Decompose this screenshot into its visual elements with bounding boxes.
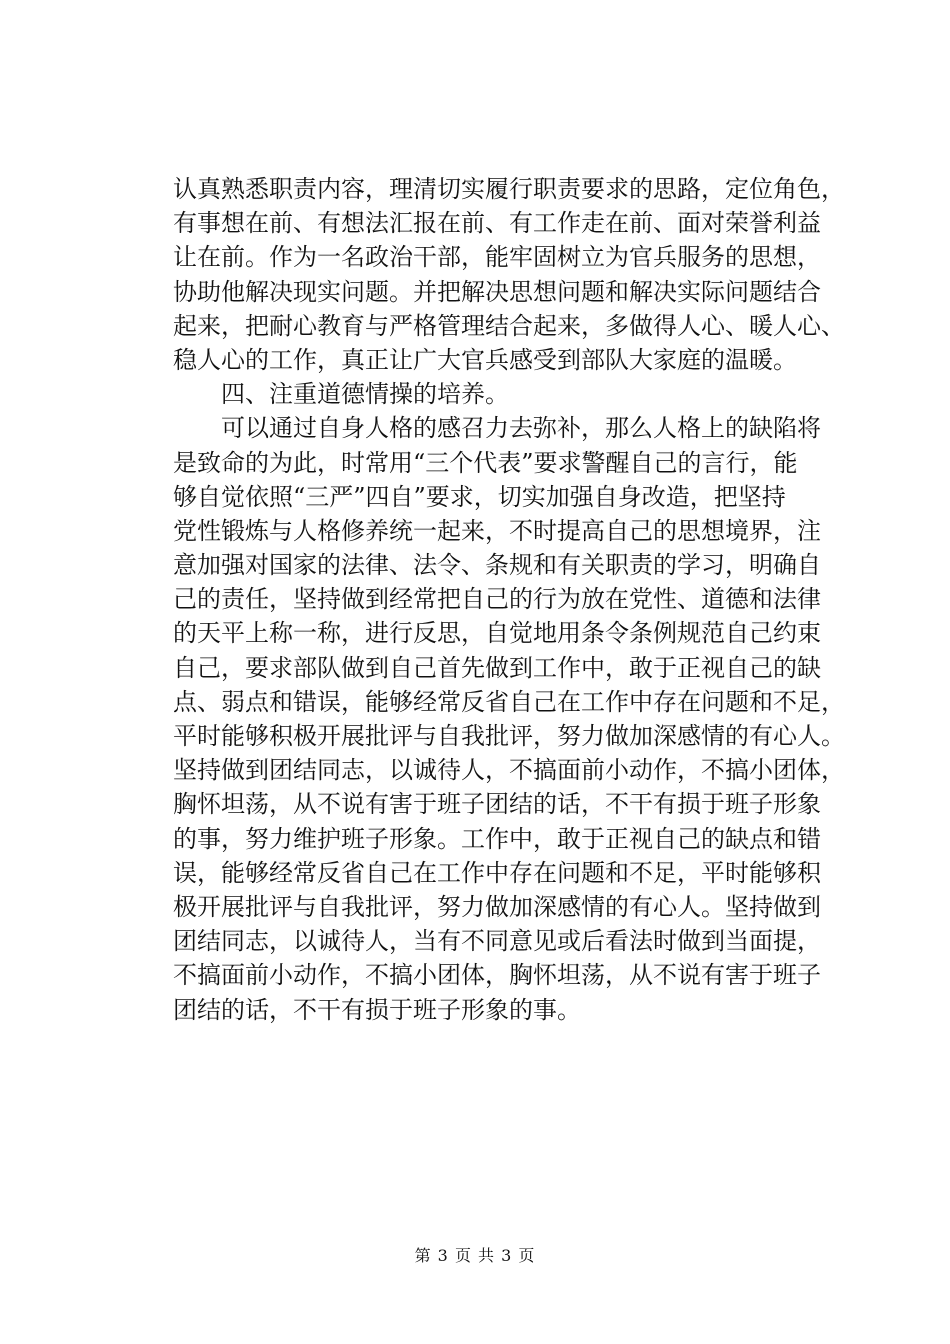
text-line: 不搞面前小动作，不搞小团体，胸怀坦荡，从不说有害于班子 [173,961,821,990]
text-line: 的事，努力维护班子形象。工作中，敢于正视自己的缺点和错 [173,824,821,853]
text-line: 点、弱点和错误，能够经常反省自己在工作中存在问题和不足， [173,687,845,716]
text-line: 意加强对国家的法律、法令、条规和有关职责的学习，明确自 [173,551,821,580]
text-line: 党性锻炼与人格修养统一起来，不时提高自己的思想境界，注 [173,516,821,545]
text-line: 够自觉依照“三严”四自”要求，切实加强自身改造，把坚持 [173,482,786,511]
text-line: 自己，要求部队做到自己首先做到工作中，敢于正视自己的缺 [173,653,821,682]
text-line: 平时能够积极开展批评与自我批评，努力做加深感情的有心人。 [173,722,845,750]
text-line: 团结同志，以诚待人，当有不同意见或后看法时做到当面提， [173,927,821,956]
text-line: 有事想在前、有想法汇报在前、有工作走在前、面对荣誉利益 [173,209,821,238]
text-line: 胸怀坦荡，从不说有害于班子团结的话，不干有损于班子形象 [173,790,821,819]
text-line: 误，能够经常反省自己在工作中存在问题和不足，平时能够积 [173,858,821,887]
text-line: 稳人心的工作，真正让广大官兵感受到部队大家庭的温暖。 [173,345,797,374]
section-heading: 四、注重道德情操的培养。 [221,380,509,409]
text-line: 团结的话，不干有损于班子形象的事。 [173,995,581,1024]
text-line: 协助他解决现实问题。并把解决思想问题和解决实际问题结合 [173,277,821,306]
text-line: 己的责任，坚持做到经常把自己的行为放在党性、道德和法律 [173,585,821,614]
page-number-footer: 第 3 页 共 3 页 [414,1246,536,1265]
text-line: 认真熟悉职责内容，理清切实履行职责要求的思路，定位角色， [173,175,845,203]
body-text [173,172,853,1027]
text-line: 起来，把耐心教育与严格管理结合起来，多做得人心、暖人心、 [173,311,845,340]
text-line: 坚持做到团结同志，以诚待人，不搞面前小动作，不搞小团体， [173,756,845,785]
text-line: 让在前。作为一名政治干部，能牢固树立为官兵服务的思想， [173,243,821,272]
text-line: 是致命的为此，时常用“三个代表”要求警醒自己的言行，能 [173,448,798,477]
text-line: 极开展批评与自我批评，努力做加深感情的有心人。坚持做到 [173,892,821,921]
paragraph-start-line: 可以通过自身人格的感召力去弥补，那么人格上的缺陷将 [221,414,821,443]
text-line: 的天平上称一称，进行反思，自觉地用条令条例规范自己约束 [173,619,821,648]
